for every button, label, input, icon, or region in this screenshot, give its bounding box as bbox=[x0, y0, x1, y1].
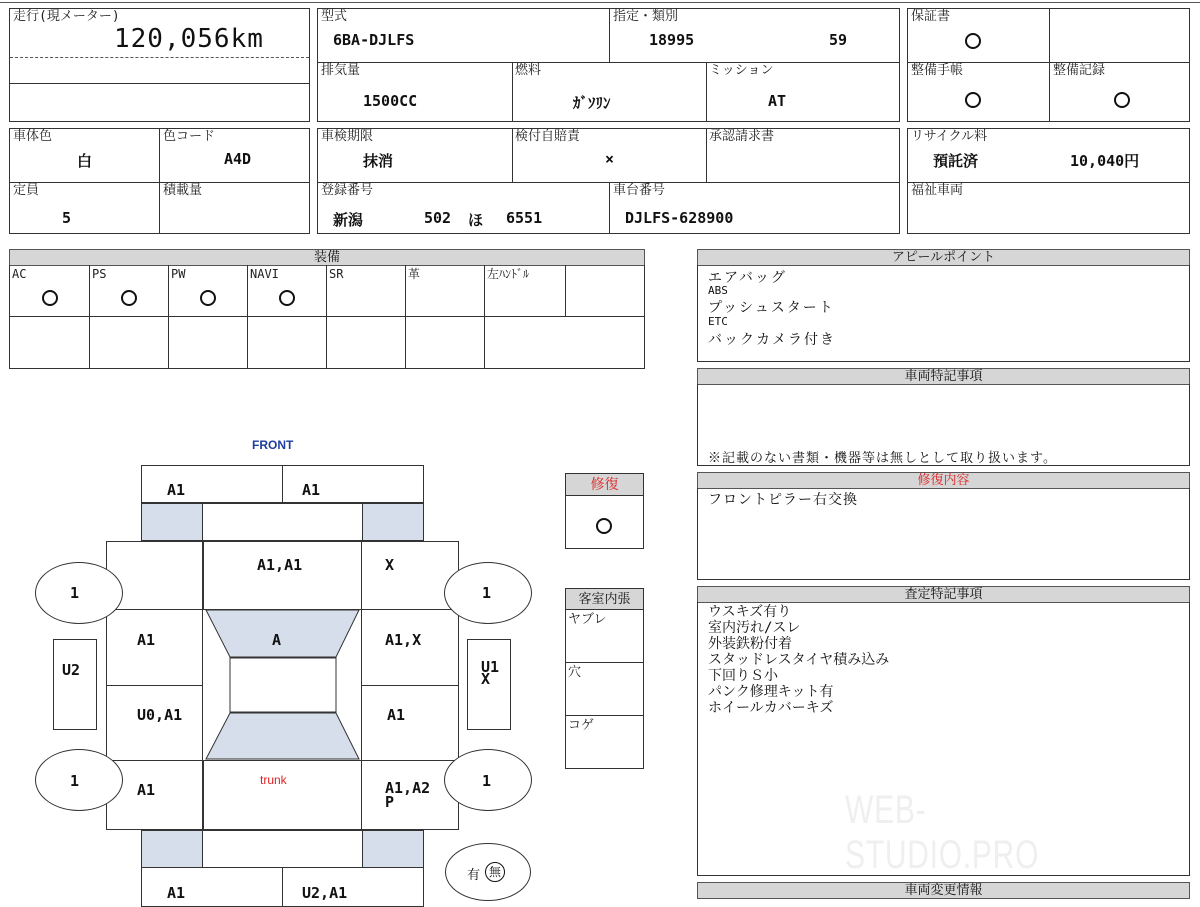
equipment-header: 装備 bbox=[9, 249, 645, 266]
assessment-line: ウスキズ有り bbox=[708, 604, 792, 620]
service-book-label: 整備手帳 bbox=[911, 63, 964, 78]
insurance-label: 検付自賠責 bbox=[515, 129, 581, 144]
vehicle-notes-box bbox=[697, 384, 1190, 466]
rear-right-pillar bbox=[362, 830, 424, 868]
divider bbox=[566, 662, 643, 663]
equipment-label-lhd: 左ﾊﾝﾄﾞﾙ bbox=[487, 267, 530, 281]
divider bbox=[706, 62, 707, 121]
navi-circle-icon bbox=[279, 290, 295, 306]
designation-value-1: 18995 bbox=[649, 31, 695, 49]
front-panel bbox=[203, 503, 362, 541]
repair-box bbox=[565, 473, 644, 549]
displacement-value: 1500CC bbox=[363, 92, 418, 110]
divider bbox=[1049, 9, 1050, 121]
assessment-line: 下回りＳ小 bbox=[708, 668, 778, 684]
windshield-shape bbox=[206, 610, 359, 657]
front-bumper-left: A1 bbox=[167, 481, 186, 499]
warranty-box bbox=[907, 8, 1190, 122]
repair-detail-header: 修復内容 bbox=[697, 472, 1190, 489]
vehicle-notes-text: ※記載のない書類・機器等は無しとして取り扱います。 bbox=[708, 451, 1057, 466]
appeal-line: バックカメラ付き bbox=[708, 332, 836, 348]
front-door-right-damage: A1,X bbox=[385, 631, 422, 649]
windshield-damage: A bbox=[272, 631, 282, 649]
repair-detail-box bbox=[697, 488, 1190, 580]
inspection-value: 抹消 bbox=[363, 152, 394, 170]
recycle-amount: 10,040円 bbox=[1070, 152, 1140, 170]
divider bbox=[318, 62, 899, 63]
trunk-label: trunk bbox=[260, 773, 287, 787]
recycle-label: リサイクル料 bbox=[911, 129, 988, 144]
warranty-label: 保証書 bbox=[911, 9, 951, 24]
repair-detail-text: フロントピラー右交換 bbox=[708, 492, 858, 508]
divider bbox=[10, 57, 309, 58]
recycle-box bbox=[907, 128, 1190, 234]
recycle-status: 預託済 bbox=[933, 152, 979, 170]
hood bbox=[203, 541, 362, 610]
interior-burn-label: コゲ bbox=[568, 718, 595, 733]
approval-label: 承認請求書 bbox=[709, 129, 775, 144]
transmission-label: ミッション bbox=[709, 63, 774, 78]
rear-bumper-right: U2,A1 bbox=[302, 884, 348, 902]
divider bbox=[512, 62, 513, 121]
assessment-line: スタッドレスタイヤ積み込み bbox=[708, 652, 890, 668]
change-info-header: 車両変更情報 bbox=[697, 882, 1190, 899]
watermark: WEB-STUDIO.PRO bbox=[845, 788, 1040, 877]
divider bbox=[10, 316, 644, 317]
capacity-label: 定員 bbox=[13, 183, 40, 198]
divider bbox=[282, 465, 283, 503]
welfare-label: 福祉車両 bbox=[911, 183, 964, 198]
fuel-label: 燃料 bbox=[515, 63, 542, 78]
transmission-value: AT bbox=[768, 92, 787, 110]
mileage-box bbox=[9, 8, 310, 122]
appeal-line: ETC bbox=[708, 315, 728, 328]
front-label: FRONT bbox=[252, 438, 294, 452]
tire-rear-right-value: 1 bbox=[482, 772, 492, 790]
tire-front-left-value: 1 bbox=[70, 584, 80, 602]
divider bbox=[609, 9, 610, 62]
hood-damage: A1,A1 bbox=[257, 556, 303, 574]
cabin-glass bbox=[203, 609, 362, 761]
registration-box bbox=[317, 128, 900, 234]
divider bbox=[168, 265, 169, 368]
divider bbox=[609, 182, 610, 233]
warranty-circle-icon bbox=[965, 33, 981, 49]
fuel-value: ｶﾞｿﾘﾝ bbox=[573, 94, 611, 112]
divider bbox=[326, 265, 327, 368]
top-edge bbox=[0, 0, 1200, 3]
divider bbox=[706, 129, 707, 182]
roof-shape bbox=[230, 658, 336, 712]
interior-box bbox=[565, 588, 644, 769]
divider bbox=[282, 867, 283, 907]
mileage-value: 120,056km bbox=[114, 24, 264, 54]
repair-circle-icon bbox=[596, 518, 612, 534]
rear-door-right-damage: A1 bbox=[387, 706, 406, 724]
divider bbox=[484, 265, 485, 368]
front-door-left-damage: A1 bbox=[137, 631, 156, 649]
model-value: 6BA-DJLFS bbox=[333, 31, 415, 49]
ac-circle-icon bbox=[42, 290, 58, 306]
assessment-line: パンク修理キット有 bbox=[708, 684, 834, 700]
body-color-label: 車体色 bbox=[13, 129, 53, 144]
left-side-sill bbox=[53, 639, 97, 730]
assessment-header: 査定特記事項 bbox=[697, 586, 1190, 603]
capacity-value: 5 bbox=[62, 209, 72, 227]
appeal-box bbox=[697, 265, 1190, 362]
chassis-label: 車台番号 bbox=[613, 183, 666, 198]
model-label: 型式 bbox=[321, 9, 348, 24]
appeal-header: アピールポイント bbox=[697, 249, 1190, 266]
front-bumper-right: A1 bbox=[302, 481, 321, 499]
spare-tire-yes: 有 bbox=[467, 868, 481, 883]
equipment-label-ac: AC bbox=[12, 267, 27, 281]
appeal-line: エアバッグ bbox=[708, 270, 787, 286]
displacement-label: 排気量 bbox=[321, 63, 361, 78]
front-left-pillar bbox=[141, 503, 203, 541]
chassis-value: DJLFS-628900 bbox=[625, 209, 734, 227]
color-code-label: 色コード bbox=[163, 129, 216, 144]
designation-value-2: 59 bbox=[829, 31, 848, 49]
divider bbox=[247, 265, 248, 368]
divider bbox=[89, 265, 90, 368]
divider bbox=[565, 265, 566, 316]
rear-fender-right-damage: A1,A2 P bbox=[385, 779, 431, 811]
load-label: 積載量 bbox=[163, 183, 203, 198]
divider bbox=[405, 265, 406, 368]
assessment-line: ホイールカバーキズ bbox=[708, 700, 834, 716]
spare-tire-no: 無 bbox=[485, 862, 505, 882]
body-color-value: 白 bbox=[77, 152, 93, 170]
ps-circle-icon bbox=[121, 290, 137, 306]
trunk bbox=[203, 760, 362, 830]
divider bbox=[566, 715, 643, 716]
divider bbox=[10, 83, 309, 84]
equipment-grid bbox=[9, 265, 645, 369]
color-box bbox=[9, 128, 310, 234]
registration-kana: ほ bbox=[468, 211, 484, 229]
equipment-label-sr: SR bbox=[329, 267, 344, 281]
right-side-damage: U1 X bbox=[481, 658, 500, 688]
rear-bumper-left: A1 bbox=[167, 884, 186, 902]
registration-class: 502 bbox=[424, 209, 452, 227]
divider bbox=[159, 129, 160, 233]
rear-door-left-damage: U0,A1 bbox=[137, 706, 183, 724]
equipment-label-ps: PS bbox=[92, 267, 107, 281]
pw-circle-icon bbox=[200, 290, 216, 306]
service-record-circle-icon bbox=[1114, 92, 1130, 108]
left-side-damage: U2 bbox=[62, 661, 81, 679]
tire-rear-left-value: 1 bbox=[70, 772, 80, 790]
equipment-label-navi: NAVI bbox=[250, 267, 279, 281]
vehicle-notes-header: 車両特記事項 bbox=[697, 368, 1190, 385]
appeal-line: ABS bbox=[708, 284, 728, 297]
registration-number: 6551 bbox=[506, 209, 543, 227]
equipment-label-pw: PW bbox=[171, 267, 186, 281]
rear-door-right bbox=[361, 685, 459, 761]
assessment-line: 外装鉄粉付着 bbox=[708, 636, 792, 652]
service-book-circle-icon bbox=[965, 92, 981, 108]
interior-title: 客室内張 bbox=[566, 589, 643, 610]
spec-box bbox=[317, 8, 900, 122]
front-right-pillar bbox=[362, 503, 424, 541]
rear-left-pillar bbox=[141, 830, 203, 868]
mileage-label: 走行(現メーター) bbox=[13, 9, 120, 24]
appeal-line: プッシュスタート bbox=[708, 300, 835, 316]
registration-label: 登録番号 bbox=[321, 183, 374, 198]
assessment-line: 室内汚れ/スレ bbox=[708, 620, 801, 636]
designation-label: 指定・類別 bbox=[613, 9, 679, 24]
tire-front-right-value: 1 bbox=[482, 584, 492, 602]
interior-tear-label: ヤブレ bbox=[568, 612, 607, 627]
color-code-value: A4D bbox=[224, 150, 252, 168]
rear-panel bbox=[203, 830, 362, 868]
registration-area: 新潟 bbox=[333, 211, 364, 229]
repair-title: 修復 bbox=[566, 474, 643, 496]
insurance-value: × bbox=[605, 150, 615, 168]
equipment-label-leather: 革 bbox=[408, 267, 421, 281]
rear-glass-shape bbox=[206, 713, 359, 759]
rear-fender-left-damage: A1 bbox=[137, 781, 156, 799]
divider bbox=[512, 129, 513, 182]
service-record-label: 整備記録 bbox=[1053, 63, 1106, 78]
front-fender-right-damage: X bbox=[385, 556, 395, 574]
inspection-label: 車検期限 bbox=[321, 129, 374, 144]
interior-hole-label: 穴 bbox=[568, 665, 582, 680]
